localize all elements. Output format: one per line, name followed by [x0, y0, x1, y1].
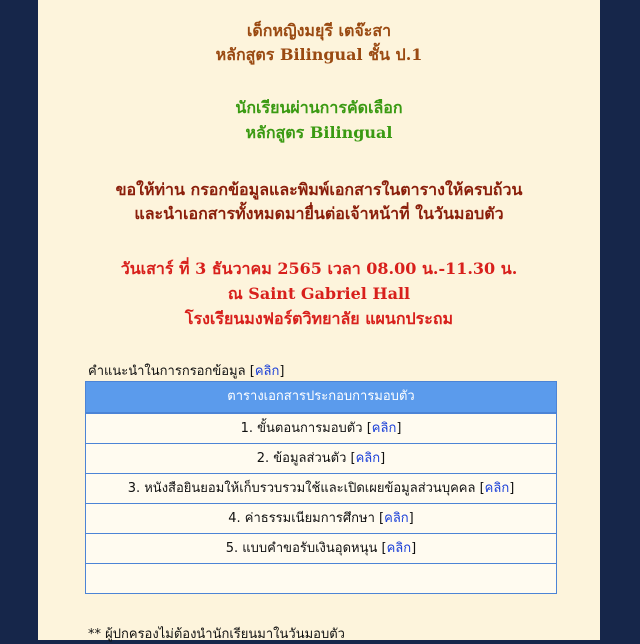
- program-line: หลักสูตร Bilingual ชั้น ป.1: [215, 45, 423, 64]
- row-label: 3. หนังสือยินยอมให้เก็บรวบรวมใช้และเปิดเผยข้อมูลส่วนบุคคล: [127, 481, 476, 496]
- content-panel: [38, 0, 600, 640]
- row-link[interactable]: คลิก: [371, 421, 397, 436]
- table-row: 1. ขั้นตอนการมอบตัว [คลิก]: [86, 413, 556, 443]
- event-venue: ณ Saint Gabriel Hall: [227, 284, 411, 303]
- table-row: 2. ข้อมูลส่วนตัว [คลิก]: [86, 443, 556, 473]
- instruction-line-2: และนำเอกสารทั้งหมดมายื่นต่อเจ้าหน้าที่ ในวันมอบตัว: [134, 204, 504, 223]
- documents-table-title: ตารางเอกสารประกอบการมอบตัว: [86, 382, 556, 413]
- table-row: 4. ค่าธรรมเนียมการศึกษา [คลิก]: [86, 503, 556, 533]
- guide-bracket-close: ]: [279, 364, 285, 379]
- student-name: เด็กหญิงมยุรี เตจ๊ะสา: [246, 21, 392, 40]
- event-datetime: วันเสาร์ ที่ 3 ธันวาคม 2565 เวลา 08.00 น.-11.30 น.: [120, 259, 518, 278]
- row-link[interactable]: คลิก: [355, 451, 381, 466]
- event-school: โรงเรียนมงฟอร์ตวิทยาลัย แผนกประถม: [184, 309, 454, 328]
- table-row: 5. แบบคำขอรับเงินอุดหนุน [คลิก]: [86, 533, 556, 563]
- row-link[interactable]: คลิก: [484, 481, 510, 496]
- row-label: 1. ขั้นตอนการมอบตัว: [240, 421, 363, 436]
- table-row-empty: [86, 563, 556, 593]
- guide-line: [88, 360, 284, 381]
- table-row: 3. หนังสือยินยอมให้เก็บรวบรวมใช้และเปิดเผยข้อมูลส่วนบุคคล [คลิก]: [86, 473, 556, 503]
- documents-table: [85, 381, 557, 594]
- row-link[interactable]: คลิก: [384, 511, 409, 526]
- guide-link[interactable]: คลิก: [254, 364, 280, 379]
- instruction-line-1: ขอให้ท่าน กรอกข้อมูลและพิมพ์เอกสารในตารางให้ครบถ้วน: [115, 180, 523, 199]
- guide-bracket-open: [: [249, 364, 255, 379]
- result-program: หลักสูตร Bilingual: [245, 123, 393, 142]
- row-label: 4. ค่าธรรมเนียมการศึกษา: [228, 511, 375, 526]
- result-status: นักเรียนผ่านการคัดเลือก: [235, 98, 403, 117]
- guide-label: คำแนะนำในการกรอกข้อมูล: [88, 364, 246, 379]
- row-link[interactable]: คลิก: [386, 541, 412, 556]
- row-label: 2. ข้อมูลส่วนตัว: [256, 451, 347, 466]
- row-label: 5. แบบคำขอรับเงินอุดหนุน: [225, 541, 378, 556]
- footer-note: ** ผู้ปกครองไม่ต้องนำนักเรียนมาในวันมอบตัว: [88, 627, 345, 642]
